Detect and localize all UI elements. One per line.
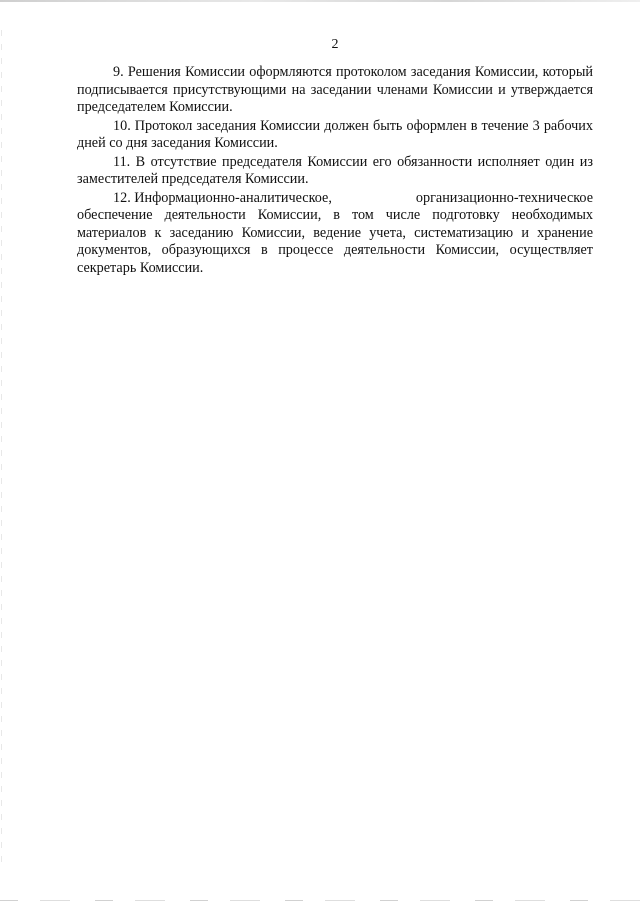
paragraph-12-rest: обеспечение деятельности Комиссии, в том числе подготовку необходимых материалов к заседанию Комиссии, ведение учета, систематизацию и хранение документов, образующихся в процессе деятельности Комиссии, осуществляет секретарь Комиссии. — [77, 207, 593, 276]
paragraph-12-first-right: организационно-техническое — [415, 189, 593, 206]
scan-edge-bottom — [0, 900, 640, 901]
paragraph-10: 10. Протокол заседания Комиссии должен быть оформлен в течение 3 рабочих дней со дня заседания Комиссии. — [77, 117, 593, 151]
page-number: 2 — [331, 37, 339, 52]
paragraph-12-first-line — [77, 190, 593, 208]
paragraph-11: 11. В отсутствие председателя Комиссии его обязанности исполняет один из заместителей председателя Комиссии. — [77, 153, 593, 187]
paragraph-12-first-left: 12. Информационно-аналитическое, — [113, 189, 332, 206]
paragraph-12 — [77, 190, 593, 278]
scan-edge-left — [1, 30, 2, 870]
document-body — [77, 64, 593, 277]
scan-edge-top — [0, 0, 640, 2]
paragraph-9: 9. Решения Комиссии оформляются протоколом заседания Комиссии, который подписывается присутствующими на заседании членами Комиссии и утверждается председателем Комиссии. — [77, 64, 593, 115]
